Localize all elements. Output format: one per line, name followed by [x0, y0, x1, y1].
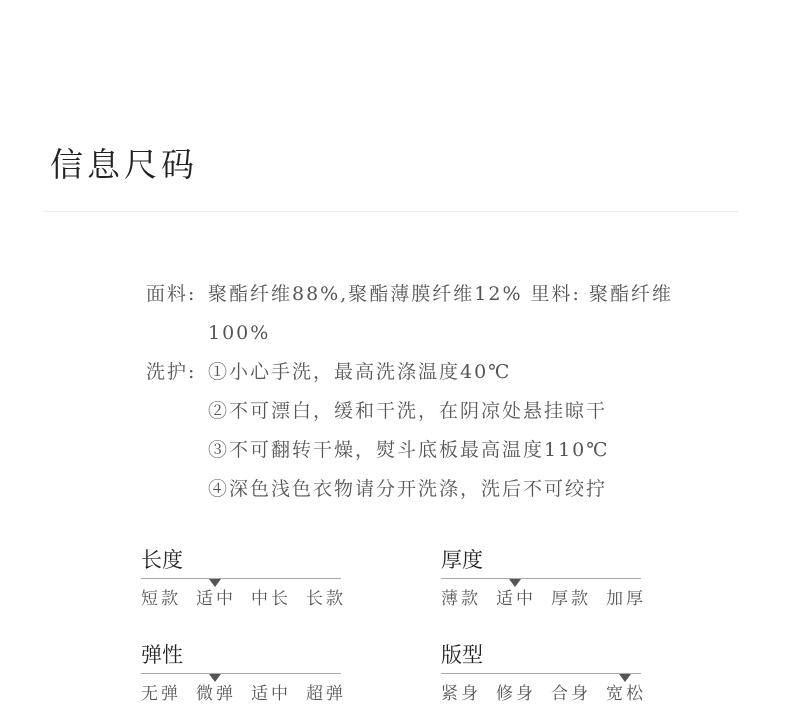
elasticity-option: 适中 [251, 684, 291, 704]
title-divider [44, 211, 738, 212]
care-row-continued [146, 397, 746, 436]
fabric-value-line: 100% [208, 322, 271, 344]
elasticity-option: 无弹 [141, 684, 181, 704]
fit-option: 宽松 [606, 684, 646, 704]
length-attribute [141, 546, 346, 610]
care-row-continued [146, 475, 746, 514]
care-instruction: ①小心手洗，最高洗涤温度40℃ [208, 361, 512, 383]
care-instruction: ④深色浅色衣物请分开洗涤，洗后不可绞拧 [208, 478, 608, 500]
length-option: 长款 [306, 589, 346, 609]
fit-title: 版型 [441, 643, 483, 667]
length-title: 长度 [141, 548, 183, 572]
length-option: 短款 [141, 589, 181, 609]
length-selection-marker-icon [209, 579, 221, 587]
thickness-option: 适中 [496, 589, 536, 609]
thickness-selection-marker-icon [509, 579, 521, 587]
fit-attribute [441, 641, 646, 705]
care-instruction: ②不可漂白，缓和干洗，在阴凉处悬挂晾干 [208, 400, 608, 422]
fabric-row [146, 280, 746, 319]
length-scale-line [141, 578, 341, 579]
fabric-label: 面料: [146, 283, 197, 305]
elasticity-attribute [141, 641, 346, 705]
care-instruction: ③不可翻转干燥，熨斗底板最高温度110℃ [208, 439, 610, 461]
thickness-title: 厚度 [441, 548, 483, 572]
elasticity-title: 弹性 [141, 643, 183, 667]
fit-selection-marker-icon [619, 674, 631, 682]
thickness-attribute [441, 546, 646, 610]
thickness-options [441, 588, 646, 610]
length-option: 适中 [196, 589, 236, 609]
fit-scale-line [441, 673, 641, 674]
fit-option: 修身 [496, 684, 536, 704]
fit-option: 紧身 [441, 684, 481, 704]
elasticity-scale-line [141, 673, 341, 674]
spec-block [146, 280, 746, 514]
length-options [141, 588, 346, 610]
thickness-scale-line [441, 578, 641, 579]
length-option: 中长 [251, 589, 291, 609]
care-row [146, 358, 746, 397]
fit-options [441, 683, 646, 705]
elasticity-option: 超弹 [306, 684, 346, 704]
care-row-continued [146, 436, 746, 475]
fabric-row-continued [146, 319, 746, 358]
elasticity-options [141, 683, 346, 705]
thickness-option: 厚款 [551, 589, 591, 609]
fabric-value-line: 聚酯纤维88%,聚酯薄膜纤维12% 里料: 聚酯纤维 [208, 283, 673, 305]
page-title: 信息尺码 [50, 145, 198, 184]
elasticity-selection-marker-icon [209, 674, 221, 682]
thickness-option: 加厚 [606, 589, 646, 609]
elasticity-option: 微弹 [196, 684, 236, 704]
fit-option: 合身 [551, 684, 591, 704]
care-label: 洗护: [146, 361, 197, 383]
thickness-option: 薄款 [441, 589, 481, 609]
